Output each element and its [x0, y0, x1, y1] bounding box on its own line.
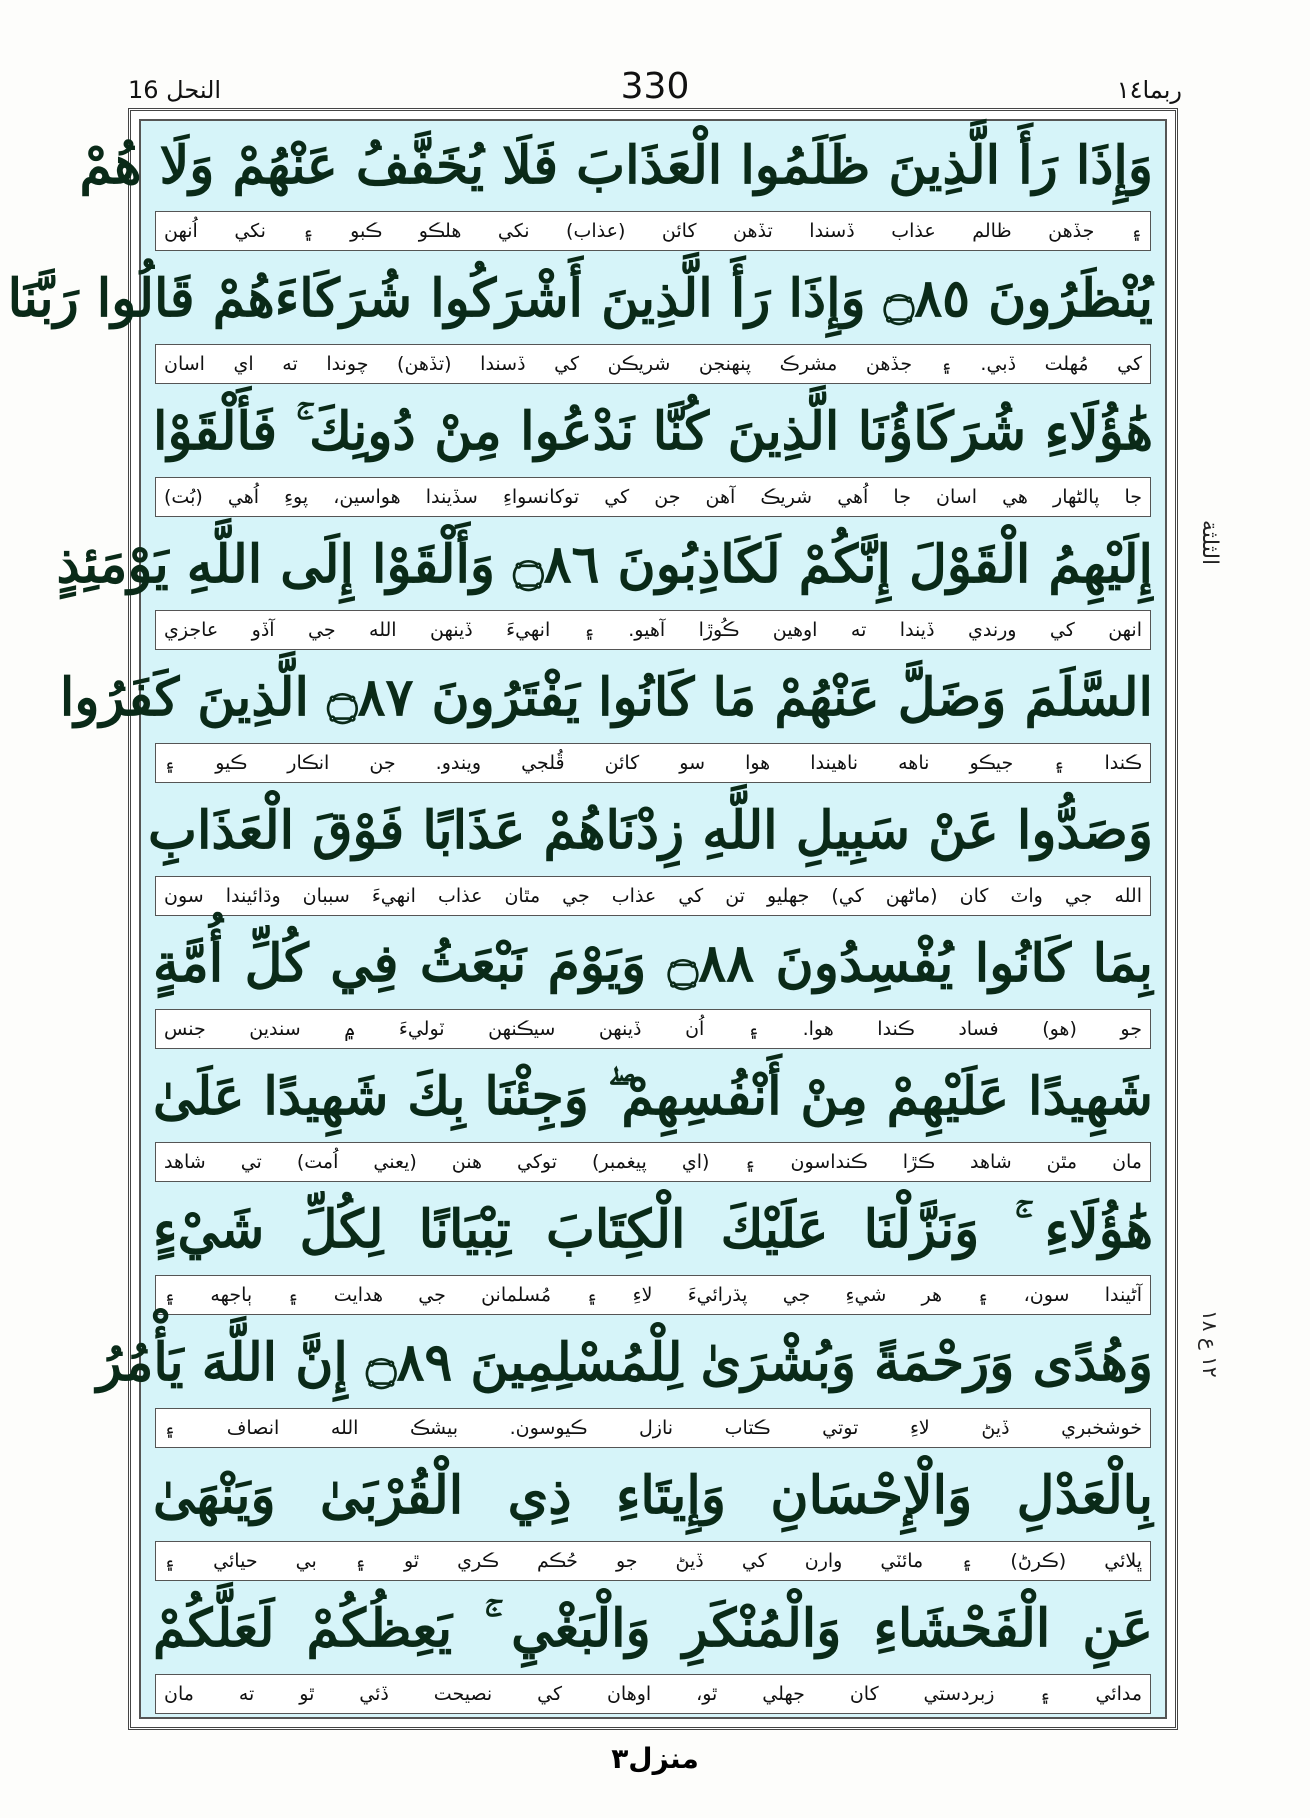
arabic-verse-line: عَنِ الْفَحْشَاءِ وَالْمُنْكَرِ وَالْبَغْيِ ۚ يَعِظُكُمْ لَعَلَّكُمْ	[153, 1598, 1153, 1659]
page-frame	[7, 108, 1178, 1730]
verse-line-group	[141, 1457, 1165, 1590]
page-number: 330	[620, 66, 690, 107]
verse-line-group	[79, 127, 1165, 260]
verse-line-group	[141, 393, 1165, 526]
verse-line-group	[141, 1191, 1165, 1324]
sindhi-translation-line: خوشخبري ڏيڻ لاءِ توتي ڪتاب نازل ڪيوسون. بيشڪ الله انصاف ۽	[155, 1408, 1151, 1448]
verse-line-group	[141, 792, 1165, 925]
arabic-verse-line: شَهِيدًا عَلَيْهِمْ مِنْ أَنْفُسِهِمْ ۖ وَجِئْنَا بِكَ شَهِيدًا عَلَىٰ	[153, 1066, 1153, 1127]
text-panel	[7, 119, 1167, 1719]
verse-line-group	[96, 1324, 1165, 1457]
verse-line-group	[7, 260, 1165, 393]
arabic-verse-line: وَهُدًى وَرَحْمَةً وَبُشْرَىٰ لِلْمُسْلِمِينَ ۝٨٩ إِنَّ اللَّهَ يَأْمُرُ	[96, 1332, 1153, 1393]
manzil-label: منزل٣	[611, 1742, 699, 1775]
arabic-verse-line: هَٰؤُلَاءِ شُرَكَاؤُنَا الَّذِينَ كُنَّا نَدْعُوا مِنْ دُونِكَ ۚ فَأَلْقَوْا	[153, 401, 1153, 462]
margin-thalath-mark: الثلثة	[1197, 520, 1222, 566]
verse-line-group	[59, 659, 1165, 792]
arabic-verse-line: السَّلَمَ وَضَلَّ عَنْهُمْ مَا كَانُوا يَفْتَرُونَ ۝٨٧ الَّذِينَ كَفَرُوا	[59, 667, 1153, 728]
sindhi-translation-line: ڀلائي (ڪرڻ) ۽ مائٽي وارن کي ڏيڻ جو حُڪم ڪري ٿو ۽ بي حيائي ۽	[155, 1541, 1151, 1581]
juz-name: ربما١٤	[1116, 76, 1182, 104]
verse-line-group	[141, 925, 1165, 1058]
arabic-verse-line: بِمَا كَانُوا يُفْسِدُونَ ۝٨٨ وَيَوْمَ نَبْعَثُ فِي كُلِّ أُمَّةٍ	[153, 933, 1153, 994]
sindhi-translation-line: ڪندا ۽ جيڪو ناهه ناهيندا هوا سو کائن ڦُلجي ويندو. جن انڪار ڪيو ۽	[155, 743, 1151, 783]
arabic-verse-line: إِلَيْهِمُ الْقَوْلَ إِنَّكُمْ لَكَاذِبُونَ ۝٨٦ وَأَلْقَوْا إِلَى اللَّهِ يَوْمَئِذٍ	[56, 534, 1153, 595]
sindhi-translation-line: کي مُهلت ڏبي. ۽ جڏهن مشرڪ پنهنجن شريڪن کي ڏسندا (تڏهن) چوندا ته اي اسان	[155, 344, 1151, 384]
sindhi-translation-line: ۽ جڏهن ظالم عذاب ڏسندا تڏهن کائن (عذاب) نکي هلڪو ڪبو ۽ نکي اُنهن	[155, 211, 1151, 251]
sindhi-translation-line: مدائي ۽ زبردستي کان جهلي ٿو، اوهان کي نصيحت ڏئي ٿو ته مان	[155, 1674, 1151, 1714]
verse-line-group	[141, 1058, 1165, 1191]
sindhi-translation-line: آڻيندا سون، ۽ هر شيءِ جي پڌرائيءَ لاءِ ۽ مُسلمانن جي هدايت ۽ ٻاجهه ۽	[155, 1275, 1151, 1315]
margin-ruku-mark: ١٢ ع ١٨	[1198, 1310, 1222, 1378]
surah-name: النحل 16	[128, 76, 222, 104]
sindhi-translation-line: جو (هو) فساد ڪندا هوا. ۽ اُن ڏينهن سيڪنهن ٽوليءَ ۾ سندين جنس	[155, 1009, 1151, 1049]
sindhi-translation-line: مان مٿن شاهد ڪڙا ڪنداسون ۽ (اي پيغمبر) توکي هنن (يعني اُمت) تي شاهد	[155, 1142, 1151, 1182]
arabic-verse-line: وَإِذَا رَأَ الَّذِينَ ظَلَمُوا الْعَذَابَ فَلَا يُخَفَّفُ عَنْهُمْ وَلَا هُمْ	[79, 135, 1153, 196]
sindhi-translation-line: انهن کي ورندي ڏيندا ته اوهين ڪُوڙا آهيو. ۽ انهيءَ ڏينهن الله جي آڏو عاجزي	[155, 610, 1151, 650]
arabic-verse-line: بِالْعَدْلِ وَالْإِحْسَانِ وَإِيتَاءِ ذِي الْقُرْبَىٰ وَيَنْهَىٰ	[153, 1465, 1153, 1526]
arabic-verse-line: هَٰؤُلَاءِ ۚ وَنَزَّلْنَا عَلَيْكَ الْكِتَابَ تِبْيَانًا لِكُلِّ شَيْءٍ	[153, 1199, 1153, 1260]
verse-line-group	[141, 1590, 1165, 1723]
verse-line-group	[56, 526, 1165, 659]
arabic-verse-line: وَصَدُّوا عَنْ سَبِيلِ اللَّهِ زِدْنَاهُمْ عَذَابًا فَوْقَ الْعَذَابِ	[147, 800, 1153, 861]
arabic-verse-line: يُنْظَرُونَ ۝٨٥ وَإِذَا رَأَ الَّذِينَ أَشْرَكُوا شُرَكَاءَهُمْ قَالُوا رَبَّنَا	[7, 268, 1153, 329]
sindhi-translation-line: جا پالڻهار هي اسان جا اُهي شريڪ آهن جن کي توکانسواءِ سڏيندا هواسين، پوءِ اُهي (بُت)	[155, 477, 1151, 517]
sindhi-translation-line: الله جي واٽ کان (ماڻهن کي) جهليو تن کي عذاب جي مٿان عذاب انهيءَ سببان وڌائيندا سون	[155, 876, 1151, 916]
